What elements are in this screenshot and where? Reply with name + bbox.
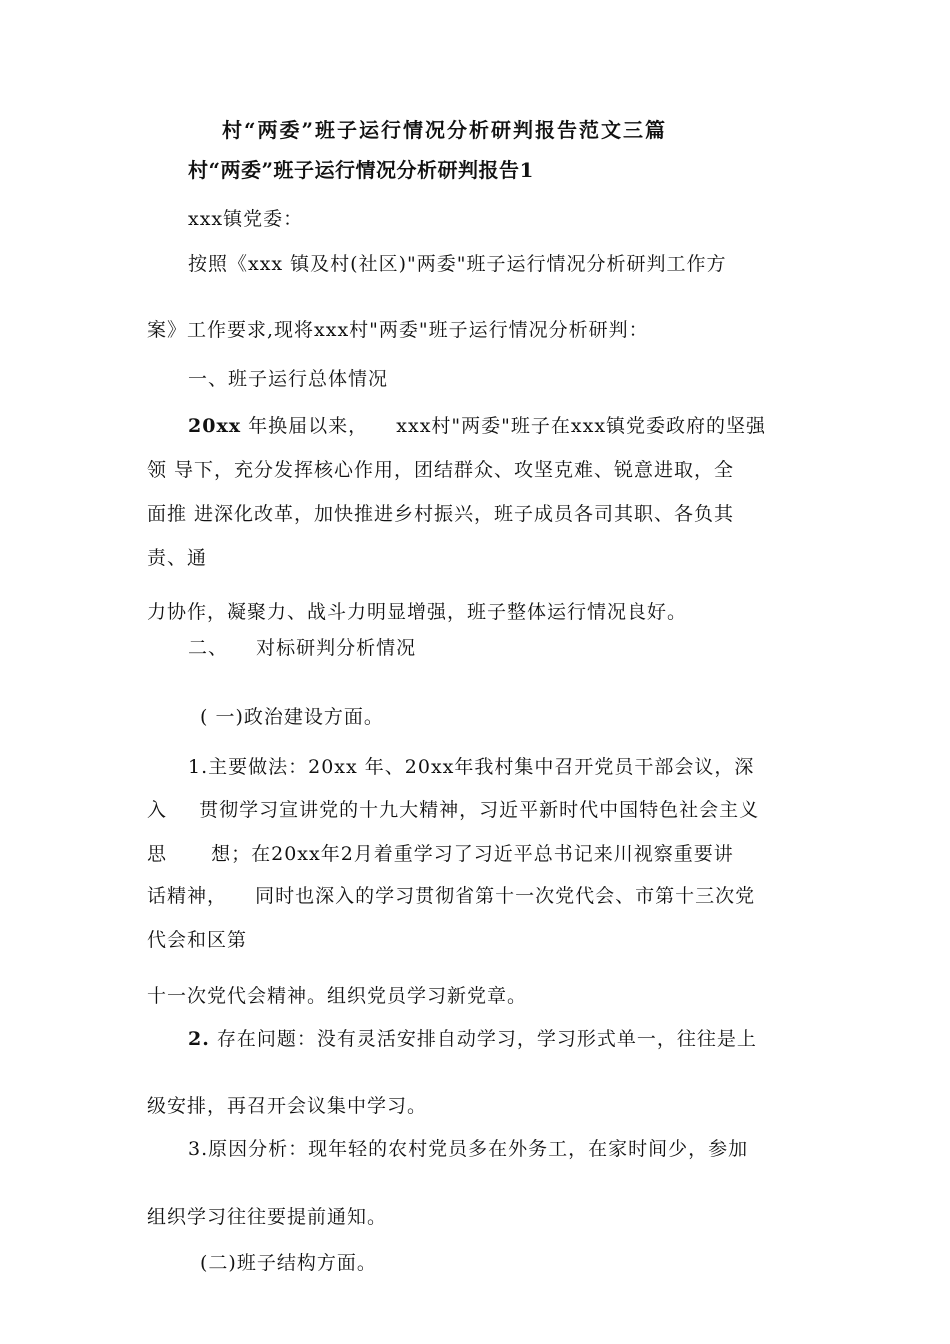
intro-line-1: 按照《xxx 镇及村(社区)"两委"班子运行情况分析研判工作方 <box>188 253 727 275</box>
item-3-line-1: 3.原因分析：现年轻的农村党员多在外务工，在家时间少，参加 <box>188 1138 749 1160</box>
item-text: 思 <box>147 843 168 865</box>
intro-line-2: 案》工作要求,现将xxx村"两委"班子运行情况分析研判： <box>147 319 649 341</box>
section-1-paragraph-line-2: 领 导下，充分发挥核心作用，团结群众、攻坚克难、锐意进取，全 <box>147 459 735 481</box>
section-2-number: 二、 <box>188 637 229 659</box>
document-title: 村“两委”班子运行情况分析研判报告范文三篇 <box>222 118 668 142</box>
item-text: 想；在20xx年2月着重学习了习近平总书记来川视察重要讲 <box>211 843 734 865</box>
item-1-line-1: 1.主要做法：20xx 年、20xx年我村集中召开党员干部会议，深 <box>188 756 755 778</box>
item-text: 话精神， <box>147 885 228 907</box>
paragraph-text: xxx村"两委"班子在xxx镇党委政府的坚强 <box>396 415 767 437</box>
item-2-line-2: 级安排，再召开会议集中学习。 <box>147 1095 428 1117</box>
item-text: 存在问题：没有灵活安排自动学习，学习形式单一，往往是上 <box>216 1028 757 1050</box>
item-1-line-2 <box>147 798 759 822</box>
report-subtitle: 村“两委”班子运行情况分析研判报告1 <box>188 158 534 182</box>
addressee: xxx镇党委： <box>188 208 304 230</box>
section-2-heading <box>188 636 416 660</box>
section-1-paragraph-line-3: 面推 进深化改革，加快推进乡村振兴，班子成员各司其职、各负其 <box>147 503 735 525</box>
section-1-paragraph-line-1 <box>188 414 766 438</box>
subsection-1-heading: ( 一)政治建设方面。 <box>200 706 384 728</box>
subsection-2-heading: (二)班子结构方面。 <box>200 1252 377 1274</box>
section-1-heading: 一、班子运行总体情况 <box>188 368 389 390</box>
item-2-line-1 <box>188 1027 757 1051</box>
item-text: 入 <box>147 799 168 821</box>
item-text: 贯彻学习宣讲党的十九大精神，习近平新时代中国特色社会主义 <box>199 799 760 821</box>
item-2-number: 2. <box>188 1028 210 1050</box>
section-1-paragraph-line-5: 力协作，凝聚力、战斗力明显增强，班子整体运行情况良好。 <box>147 601 688 623</box>
item-3-line-2: 组织学习往往要提前通知。 <box>147 1206 388 1228</box>
item-1-line-6: 十一次党代会精神。组织党员学习新党章。 <box>147 985 528 1007</box>
section-1-paragraph-line-4: 责、通 <box>147 547 208 569</box>
item-1-line-5: 代会和区第 <box>147 929 248 951</box>
paragraph-text: 年换届以来， <box>248 415 369 437</box>
year-bold: 20xx <box>188 415 242 437</box>
item-text: 同时也深入的学习贯彻省第十一次党代会、市第十三次党 <box>255 885 756 907</box>
item-1-line-3 <box>147 842 734 866</box>
section-2-title: 对标研判分析情况 <box>256 637 417 659</box>
item-1-line-4 <box>147 884 755 908</box>
